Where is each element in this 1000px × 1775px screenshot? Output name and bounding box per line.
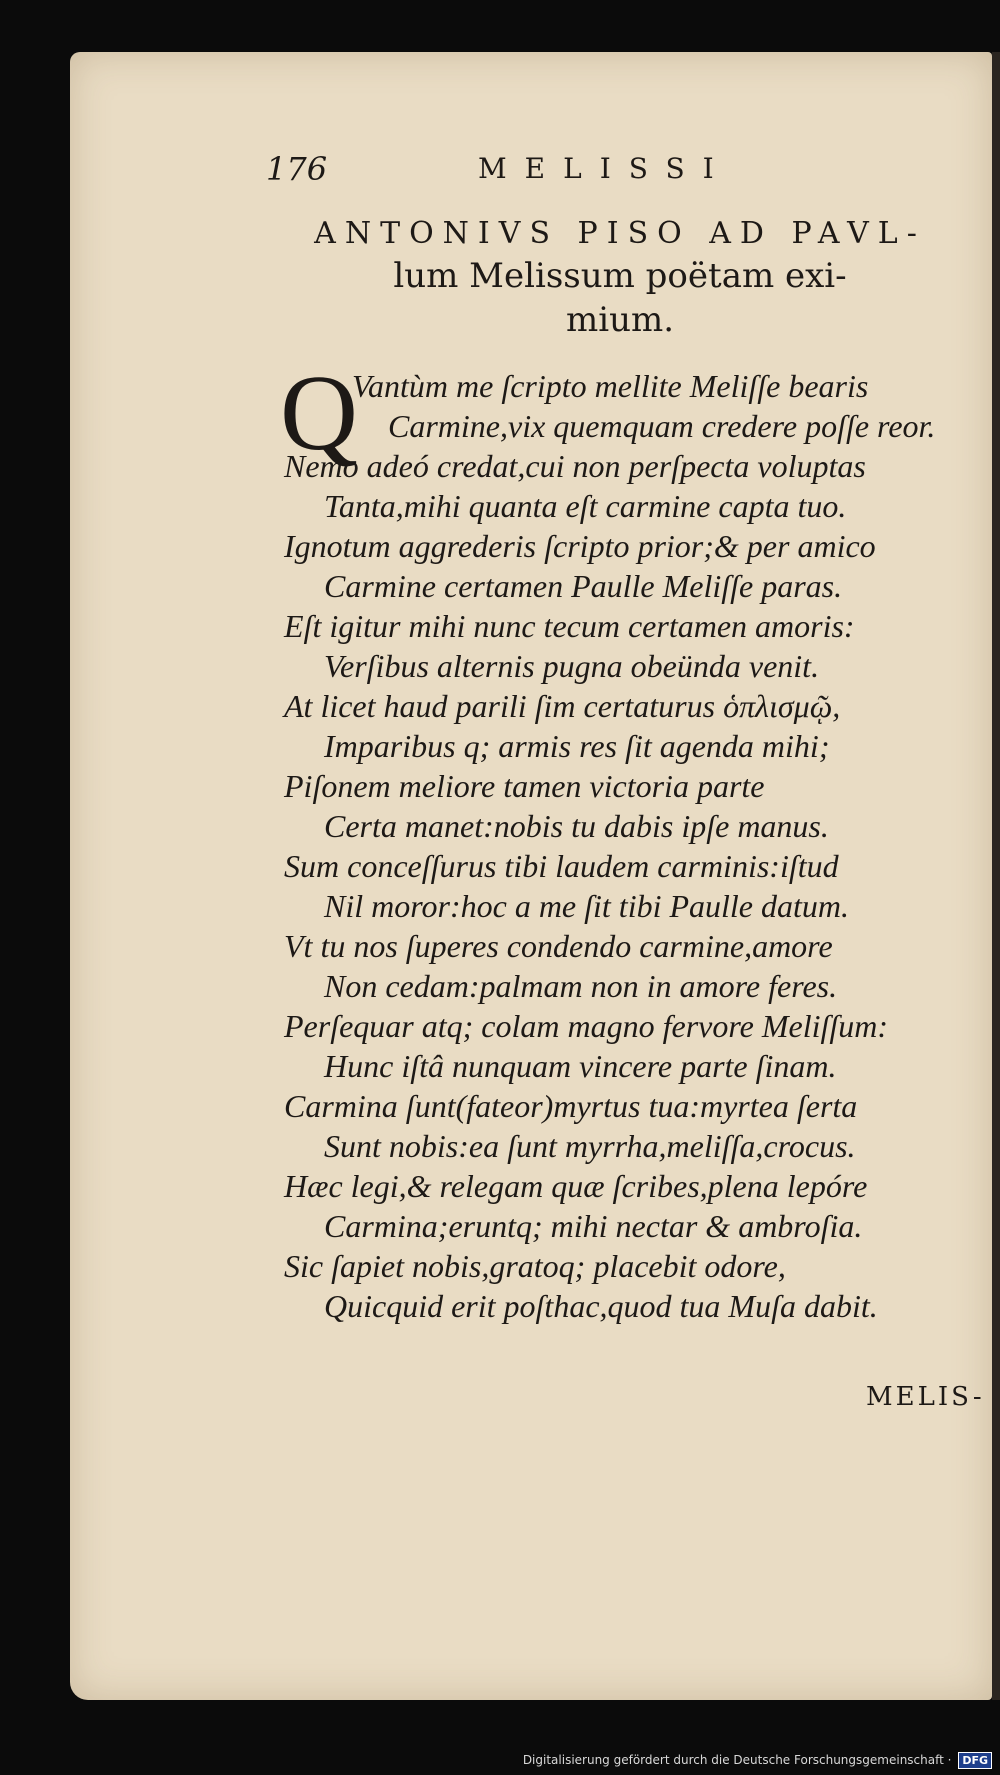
verse-line-23: Sic ſapiet nobis,gratoq; placebit odore,	[284, 1248, 786, 1284]
page-number: 176	[266, 150, 328, 188]
verse-line-9: At licet haud parili ſim certaturus ὁπλισμῷ,	[284, 688, 841, 724]
catchword: MELIS-	[866, 1382, 985, 1412]
verse-line-17: Perſequar atq; colam magno fervore Meliſſum:	[284, 1008, 889, 1044]
verse-line-2: Carmine,vix quemquam credere poſſe reor.	[388, 408, 936, 444]
heading-line-1: ANTONIVS PISO AD PAVL-	[314, 216, 926, 251]
dfg-logo: DFG	[958, 1752, 992, 1769]
verse-line-11: Piſonem meliore tamen victoria parte	[284, 768, 765, 804]
verse-line-13: Sum conceſſurus tibi laudem carminis:iſtud	[284, 848, 839, 884]
heading-line-3: mium.	[565, 300, 675, 340]
verse-line-22: Carmina;eruntq; mihi nectar & ambroſia.	[324, 1208, 863, 1244]
drop-cap-initial: Q	[280, 354, 358, 473]
footer-credit	[523, 1752, 992, 1769]
footer-separator: ·	[947, 1753, 952, 1767]
verse-line-8: Verſibus alternis pugna obeünda venit.	[324, 648, 820, 684]
verse-line-4: Tanta,mihi quanta eſt carmine capta tuo.	[324, 488, 847, 524]
heading-line-2: lum Melissum poëtam exi-	[393, 256, 847, 296]
verse-line-21: Hæc legi,& relegam quæ ſcribes,plena lepóre	[284, 1168, 868, 1204]
verse-line-19: Carmina ſunt(fateor)myrtus tua:myrtea ſerta	[284, 1088, 858, 1124]
page-edge	[992, 52, 1000, 1700]
verse-line-18: Hunc iſtâ nunquam vincere parte ſinam.	[324, 1048, 837, 1084]
verse-line-12: Certa manet:nobis tu dabis ipſe manus.	[324, 808, 829, 844]
verse-line-15: Vt tu nos ſuperes condendo carmine,amore	[284, 928, 833, 964]
verse-line-10: Imparibus q; armis res ſit agenda mihi;	[324, 728, 830, 764]
running-title: MELISSI	[478, 152, 732, 185]
verse-line-24: Quicquid erit poſthac,quod tua Muſa dabit.	[324, 1288, 878, 1324]
verse-line-1: Vantùm me ſcripto mellite Meliſſe bearis	[352, 368, 869, 404]
verse-line-6: Carmine certamen Paulle Meliſſe paras.	[324, 568, 843, 604]
footer-text: Digitalisierung gefördert durch die Deutsche Forschungsgemeinschaft	[522, 1753, 944, 1767]
verse-line-3: Nemo adeó credat,cui non perſpecta voluptas	[284, 448, 866, 484]
verse-line-14: Nil moror:hoc a me ſit tibi Paulle datum.	[324, 888, 849, 924]
verse-line-7: Eſt igitur mihi nunc tecum certamen amoris:	[284, 608, 855, 644]
verse-line-20: Sunt nobis:ea ſunt myrrha,meliſſa,crocus.	[324, 1128, 856, 1164]
verse-line-16: Non cedam:palmam non in amore feres.	[324, 968, 838, 1004]
verse-line-5: Ignotum aggrederis ſcripto prior;& per amico	[284, 528, 876, 564]
running-head	[0, 150, 1000, 190]
poem-heading	[290, 214, 950, 342]
